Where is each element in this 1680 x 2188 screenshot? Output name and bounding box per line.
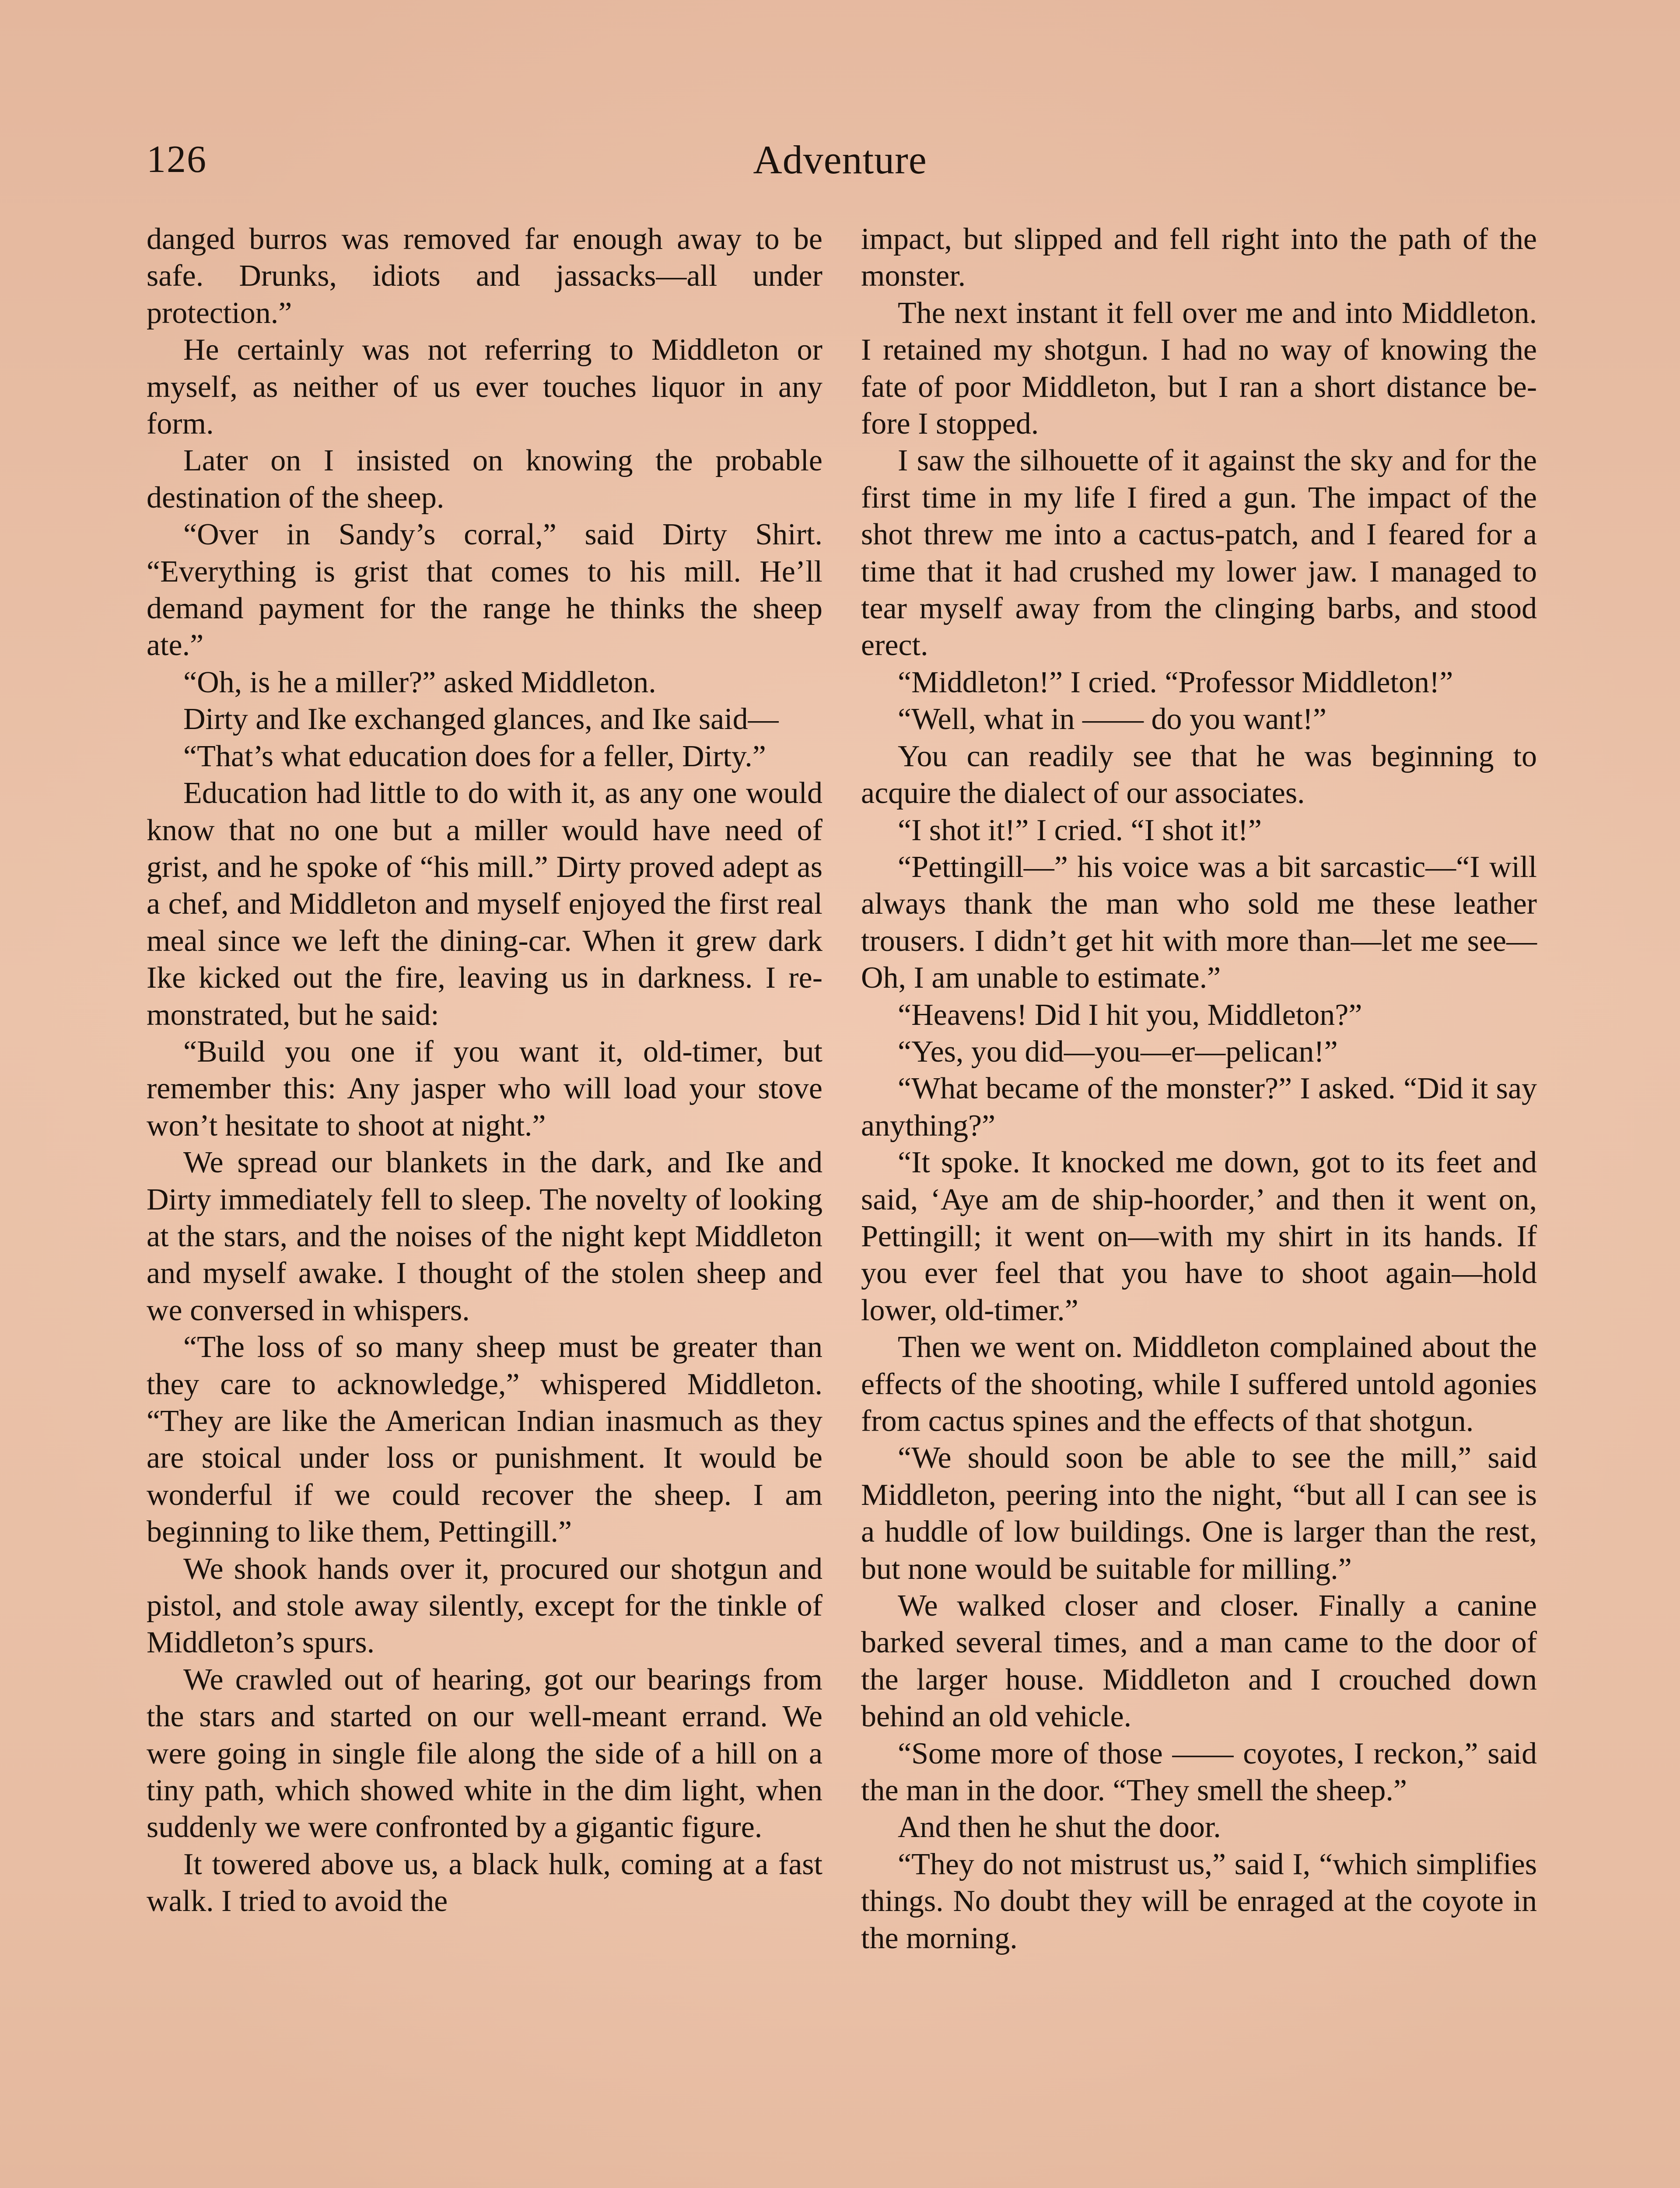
paragraph: We walked closer and closer. Finally a canine barked several times, and a man came to the door of the larger house. Middleton and I crouched down behind an old vehicle. bbox=[861, 1589, 1537, 1734]
paragraph: “Middleton!” I cried. “Professor Middleton!” bbox=[898, 665, 1453, 699]
paragraph: We crawled out of hearing, got our bearings from the stars and started on our well-meant errand. We were going in single file along the side of a hill on a tiny path, which showed white in the dim light, when suddenly we were confronted by a gigantic figure. bbox=[147, 1662, 822, 1844]
paragraph: “Pettingill—” his voice was a bit sarcastic—“I will always thank the man who sold me these leather trousers. I didn’t get hit with more than—let me see— Oh, I am unable to estimate.” bbox=[861, 850, 1537, 995]
paragraph: “I shot it!” I cried. “I shot it!” bbox=[898, 813, 1262, 847]
paragraph: “Over in Sandy’s corral,” said Dirty Shirt. “Everything is grist that comes to his mill. He’ll demand payment for the range he thinks the sheep ate.” bbox=[147, 518, 822, 663]
paragraph: Then we went on. Middleton complained about the effects of the shooting, while I suffered untold agonies from cactus spines and the effects of that shotgun. bbox=[861, 1330, 1537, 1438]
paragraph: Later on I insisted on knowing the probable destination of the sheep. bbox=[147, 444, 822, 515]
left-text-column bbox=[147, 221, 822, 1920]
paragraph: “Some more of those —— coyotes, I reckon,” said the man in the door. “They smell the sheep.” bbox=[861, 1736, 1537, 1808]
paragraph: impact, but slipped and fell right into the path of the monster. bbox=[861, 222, 1537, 293]
paragraph: We spread our blankets in the dark, and Ike and Dirty immediately fell to sleep. The novelty of looking at the stars, and the noises of the night kept Middleton and myself awake. I thought of the stolen sheep and we conversed in whispers. bbox=[147, 1146, 822, 1327]
paragraph: “Yes, you did—you—er—pelican!” bbox=[898, 1034, 1338, 1069]
paragraph: And then he shut the door. bbox=[898, 1810, 1221, 1844]
paragraph: “Heavens! Did I hit you, Middleton?” bbox=[898, 998, 1362, 1032]
running-title: Adventure bbox=[753, 137, 927, 182]
right-text-column bbox=[861, 221, 1537, 1957]
paragraph: “It spoke. It knocked me down, got to its feet and said, ‘Aye am de ship-hoorder,’ and then it went on, Pettingill; it went on—with my shirt in its hands. If you ever feel that you have to shoot again—hold lower, old-timer.” bbox=[861, 1146, 1537, 1327]
paragraph: “That’s what education does for a feller, Dirty.” bbox=[183, 739, 766, 773]
page-number: 126 bbox=[147, 138, 207, 181]
paragraph: It towered above us, a black hulk, coming at a fast walk. I tried to avoid the bbox=[147, 1847, 822, 1918]
paragraph: Dirty and Ike exchanged glances, and Ike said— bbox=[183, 702, 779, 736]
paragraph: We shook hands over it, procured our shotgun and pistol, and stole away silently, except for the tinkle of Middleton’s spurs. bbox=[147, 1552, 822, 1660]
paragraph: The next instant it fell over me and into Middleton. I retained my shotgun. I had no way of knowing the fate of poor Middleton, but I ran a short distance before I stopped. bbox=[861, 296, 1537, 441]
paragraph: He certainly was not referring to Middleton or myself, as neither of us ever touches liquor in any form. bbox=[147, 333, 822, 441]
paragraph: “The loss of so many sheep must be greater than they care to acknowledge,” whispered Middleton. “They are like the American Indian inasmuch as they are stoical under loss or punishment. It would be wonderful if we could recover the sheep. I am beginning to like them, Pettingill.” bbox=[147, 1330, 822, 1549]
paragraph: “Build you one if you want it, old-timer, but remember this: Any jasper who will load your stove won’t hesitate to shoot at night.” bbox=[147, 1034, 822, 1143]
paragraph: “What became of the monster?” I asked. “Did it say anything?” bbox=[861, 1072, 1537, 1143]
page-header bbox=[147, 127, 1533, 193]
paragraph: “We should soon be able to see the mill,” said Middleton, peering into the night, “but all I can see is a huddle of low buildings. One is larger than the rest, but none would be suitable for milling.” bbox=[861, 1441, 1537, 1586]
paragraph: “Well, what in —— do you want!” bbox=[898, 702, 1326, 736]
paragraph: You can readily see that he was beginning to acquire the dialect of our associates. bbox=[861, 739, 1537, 810]
paragraph: I saw the silhouette of it against the sky and for the first time in my life I fired a gun. The impact of the shot threw me into a cactus-patch, and I feared for a time that it had crushed my lower jaw. I managed to tear myself away from the clinging barbs, and stood erect. bbox=[861, 444, 1537, 663]
paragraph: “They do not mistrust us,” said I, “which simplifies things. No doubt they will be enraged at the coyote in the morning. bbox=[861, 1847, 1537, 1955]
paragraph: Education had little to do with it, as any one would know that no one but a miller would have need of grist, and he spoke of “his mill.” Dirty proved adept as a chef, and Middleton and myself enjoyed the first real meal since we left the dining-car. When it grew dark Ike kicked out the fire, leaving us in darkness. I remonstrated, but he said: bbox=[147, 776, 822, 1032]
paragraph: danged burros was removed far enough away to be safe. Drunks, idiots and jassacks—all under protection.” bbox=[147, 222, 822, 330]
paragraph: “Oh, is he a miller?” asked Middleton. bbox=[183, 665, 656, 699]
